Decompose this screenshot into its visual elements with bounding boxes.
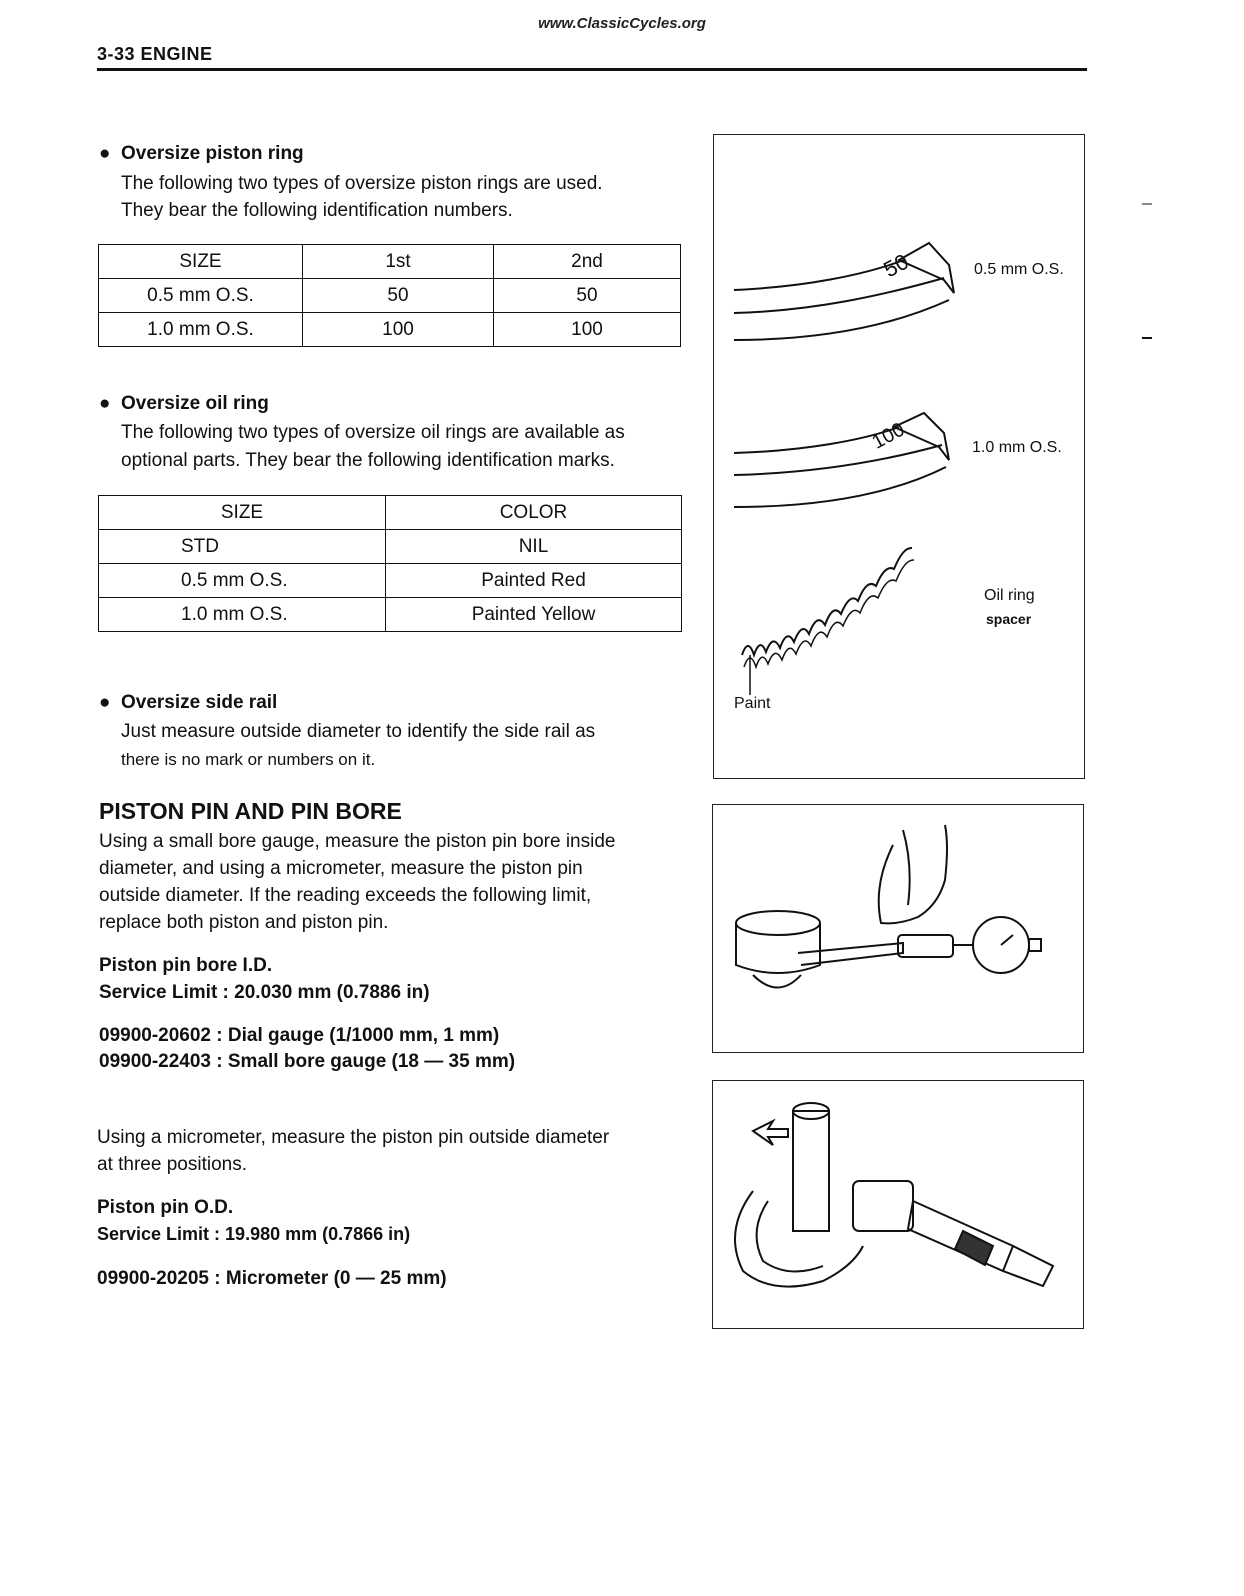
od-label: Piston pin O.D. (97, 1197, 234, 1218)
margin-mark (1142, 203, 1152, 205)
oil-ring-title: Oversize oil ring (121, 393, 269, 414)
table-header-cell: SIZE (99, 245, 303, 279)
figure-bore-gauge (712, 804, 1084, 1053)
margin-mark (1142, 337, 1152, 339)
table-header-row (99, 245, 681, 279)
piston-ring-title: Oversize piston ring (121, 143, 304, 164)
side-rail-body-2: there is no mark or numbers on it. (121, 750, 376, 769)
bore-label: Piston pin bore I.D. (99, 955, 273, 976)
od-limit: Service Limit : 19.980 mm (0.7866 in) (97, 1224, 411, 1244)
table-header-cell: SIZE (99, 496, 386, 530)
piston-ring-title-row (99, 143, 304, 165)
table-header-cell: COLOR (386, 496, 682, 530)
tool-small-bore-gauge: 09900-22403 : Small bore gauge (18 — 35 mm) (99, 1051, 516, 1072)
piston-pin-body-1: Using a small bore gauge, measure the piston pin bore inside (99, 831, 616, 852)
ring-1-label: 0.5 mm O.S. (974, 261, 1064, 278)
table-cell: Painted Yellow (386, 598, 682, 632)
piston-pin-body-4: replace both piston and piston pin. (99, 912, 389, 933)
micrometer-illustration (713, 1081, 1083, 1328)
bore-gauge-illustration (713, 805, 1083, 1052)
od-body-2: at three positions. (97, 1154, 247, 1175)
side-rail-title-row (99, 692, 278, 714)
tool-micrometer: 09900-20205 : Micrometer (0 — 25 mm) (97, 1268, 447, 1289)
oil-ring-spacer-drawing (742, 548, 912, 655)
table-row (99, 598, 682, 632)
table-cell: Painted Red (386, 564, 682, 598)
header-rule (97, 68, 1087, 71)
paint-label: Paint (734, 695, 771, 712)
table-cell: 1.0 mm O.S. (99, 313, 303, 347)
figure-micrometer (712, 1080, 1084, 1329)
side-rail-body-1: Just measure outside diameter to identify the side rail as (121, 721, 596, 742)
oil-ring-body-2: optional parts. They bear the following identification marks. (121, 450, 615, 471)
oil-ring-body-1: The following two types of oversize oil rings are available as (121, 422, 625, 443)
piston-ring-body-2: They bear the following identification numbers. (121, 200, 513, 221)
table-cell: 1.0 mm O.S. (99, 598, 386, 632)
ring-1-drawing (734, 243, 954, 340)
oil-ring-table (98, 495, 682, 632)
piston-pin-heading: PISTON PIN AND PIN BORE (99, 798, 402, 824)
bullet-dot: ● (99, 393, 111, 414)
table-cell: NIL (386, 530, 682, 564)
bullet-dot: ● (99, 143, 111, 164)
spacer-label-1: Oil ring (984, 587, 1035, 604)
table-cell: 100 (303, 313, 494, 347)
oil-ring-title-row (99, 393, 269, 415)
table-header-cell: 2nd (494, 245, 681, 279)
table-cell: 0.5 mm O.S. (99, 279, 303, 313)
table-cell: 0.5 mm O.S. (99, 564, 386, 598)
table-row (99, 530, 682, 564)
ring-2-mark: 100 (868, 418, 909, 454)
page-header: 3-33 ENGINE (97, 44, 213, 64)
table-cell: 100 (494, 313, 681, 347)
bullet-dot: ● (99, 692, 111, 713)
piston-ring-body-1: The following two types of oversize piston rings are used. (121, 173, 603, 194)
table-header-cell: 1st (303, 245, 494, 279)
site-url: www.ClassicCycles.org (538, 15, 706, 32)
od-body-1: Using a micrometer, measure the piston pin outside diameter (97, 1127, 610, 1148)
table-row (99, 279, 681, 313)
bore-limit: Service Limit : 20.030 mm (0.7886 in) (99, 982, 430, 1003)
tool-dial-gauge: 09900-20602 : Dial gauge (1/1000 mm, 1 mm) (99, 1025, 500, 1046)
piston-pin-body-2: diameter, and using a micrometer, measure the piston pin (99, 858, 583, 879)
piston-pin-body-3: outside diameter. If the reading exceeds the following limit, (99, 885, 592, 906)
side-rail-title: Oversize side rail (121, 692, 278, 713)
table-cell: 50 (303, 279, 494, 313)
table-row (99, 313, 681, 347)
table-row (99, 564, 682, 598)
table-header-row (99, 496, 682, 530)
ring-1-mark: 50 (879, 248, 913, 283)
ring-2-drawing (734, 413, 949, 507)
ring-2-label: 1.0 mm O.S. (972, 439, 1062, 456)
spacer-label-2: spacer (986, 611, 1032, 627)
figure-oversize-rings (713, 134, 1085, 779)
table-cell: 50 (494, 279, 681, 313)
table-cell: STD (99, 530, 386, 564)
piston-ring-table (98, 244, 681, 347)
